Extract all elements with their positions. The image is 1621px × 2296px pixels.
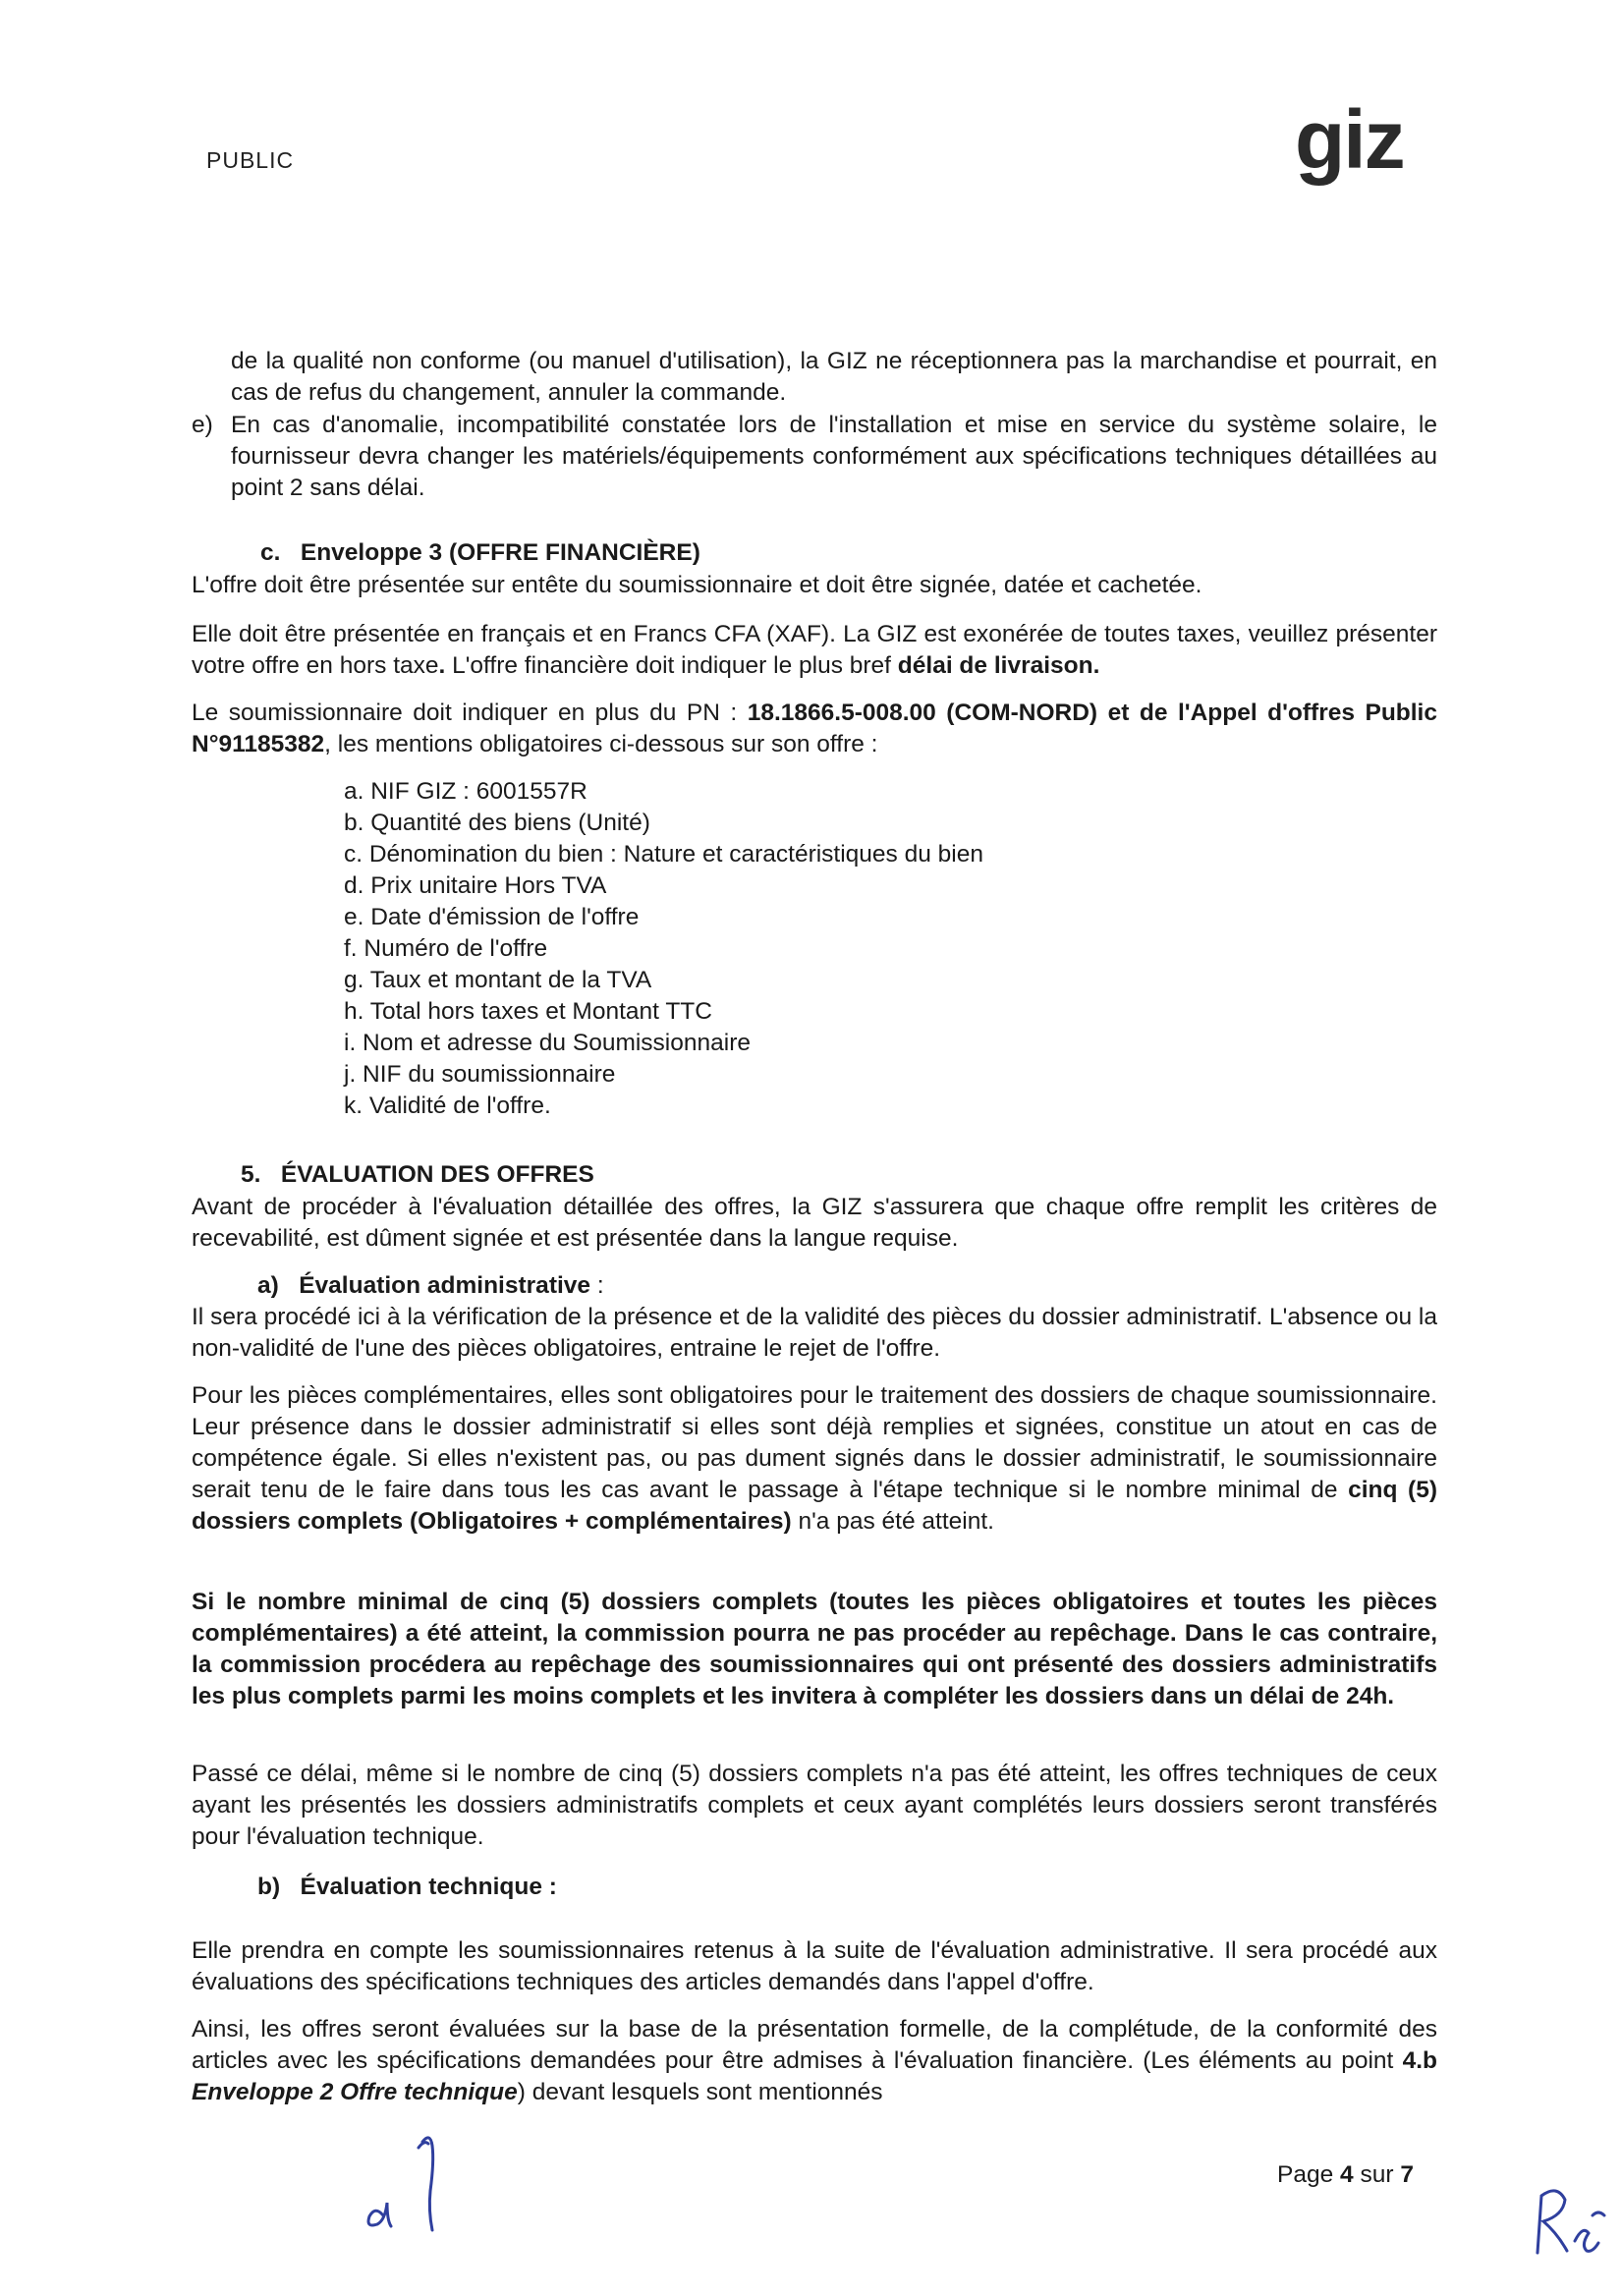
text-span: Ainsi, les offres seront évaluées sur la base de la présentation formelle, de la complétude, de la conformité des articles avec les spécifications demandées pour être admises à l'évaluation financière. (Les éléments au point [192, 2016, 1437, 2074]
text-span: . [1092, 652, 1100, 679]
tender-reference: 18.1866.5-008.00 (COM-NORD) et de l'Appel d'offres Public N°91185382 [192, 700, 1437, 757]
list-item-e [192, 410, 1437, 504]
list-item: h. Total hors taxes et Montant TTC [344, 998, 712, 1025]
list-item: i. Nom et adresse du Soumissionnaire [344, 1030, 751, 1056]
sub-title: Évaluation technique : [300, 1874, 557, 1900]
list-marker: e) [192, 412, 213, 438]
tech-eval-heading [257, 1872, 557, 1903]
page-current: 4 [1340, 2161, 1354, 2188]
section5-intro: Avant de procéder à l'évaluation détaillée des offres, la GIZ s'assurera que chaque offre remplit les critères de recevabilité, est dûment signée et est présentée dans la langue requise. [192, 1194, 1437, 1252]
text-span: Elle doit être présentée en français et en Francs CFA (XAF). La GIZ est exonérée de toutes taxes, veuillez présenter votre offre en hors taxe [192, 621, 1437, 679]
list-item: j. NIF du soumissionnaire [344, 1061, 616, 1088]
list-item: d. Prix unitaire Hors TVA [344, 872, 607, 899]
section-title: ÉVALUATION DES OFFRES [280, 1161, 594, 1188]
list-item: c. Dénomination du bien : Nature et caractéristiques du bien [344, 841, 983, 868]
page-prefix: Page [1277, 2161, 1341, 2188]
admin-eval-heading [257, 1270, 604, 1302]
envelope3-paragraph-3 [192, 698, 1437, 760]
list-item: a. NIF GIZ : 6001557R [344, 778, 587, 805]
heading-title: Enveloppe 3 (OFFRE FINANCIÈRE) [300, 539, 700, 566]
admin-eval-paragraph-4: Passé ce délai, même si le nombre de cinq (5) dossiers complets n'a pas été atteint, les offres techniques de ceux ayant les présentés les dossiers administratifs complets et ceux ayant complétés leurs dossiers seront transférés pour l'évaluation technique. [192, 1761, 1437, 1850]
tech-eval-paragraph-1: Elle prendra en compte les soumissionnaires retenus à la suite de l'évaluation administrative. Il sera procédé aux évaluations des spécifications techniques des articles demandés dans l'appel d'offre. [192, 1937, 1437, 1995]
envelope3-heading [260, 537, 700, 569]
classification-label: PUBLIC [206, 147, 295, 173]
section5-heading [241, 1159, 594, 1191]
complete-files-text: cinq (5) dossiers complets (Obligatoires + complémentaires) [192, 1477, 1437, 1535]
page-mid: sur [1353, 2161, 1401, 2188]
envelope3-paragraph-1: L'offre doit être présentée sur entête du soumissionnaire et doit être signée, datée et cachetée. [192, 572, 1202, 598]
text-span: Pour les pièces complémentaires, elles sont obligatoires pour le traitement des dossiers de chaque soumissionnaire. Leur présence dans le dossier administratif si elles sont déjà remplies et signées, constitue un atout en cas de compétence égale. Si elles n'existent pas, ou pas dument signés dans le dossier administratif, le soumissionnaire serait tenu de le faire dans tous les cas avant le passage à l'étape technique si le nombre minimal de [192, 1382, 1437, 1503]
list-item: b. Quantité des biens (Unité) [344, 810, 650, 836]
handwritten-initials-left [354, 2122, 472, 2240]
text-span: , les mentions obligatoires ci-dessous sur son offre : [324, 731, 878, 757]
list-item: e. Date d'émission de l'offre [344, 904, 640, 930]
text-span: . [438, 652, 446, 679]
text-span: ) devant lesquels sont mentionnés [517, 2079, 883, 2105]
heading-marker: c. [260, 539, 281, 566]
section-number: 5. [241, 1161, 261, 1188]
text-span: L'offre financière doit indiquer le plus bref [445, 652, 898, 679]
admin-eval-paragraph-3: Si le nombre minimal de cinq (5) dossiers complets (toutes les pièces obligatoires et toutes les pièces complémentaires) a été atteint, la commission pourra ne pas procéder au repêchage. Dans le cas contraire, la commission procédera au repêchage des soumissionnaires qui ont présenté des dossiers administratifs les plus complets parmi les moins complets et les invitera à compléter les dossiers dans un délai de 24h. [192, 1589, 1437, 1709]
sub-marker: a) [257, 1272, 279, 1299]
text-span: Le soumissionnaire doit indiquer en plus du PN : [192, 700, 748, 726]
mandatory-mentions-list [344, 776, 983, 1122]
text-span: n'a pas été atteint. [791, 1508, 994, 1535]
sub-marker: b) [257, 1874, 281, 1900]
page-total: 7 [1400, 2161, 1414, 2188]
section-reference: 4.b [1402, 2047, 1437, 2074]
list-item: f. Numéro de l'offre [344, 935, 548, 962]
handwritten-initials-right [1528, 2176, 1616, 2265]
list-item: k. Validité de l'offre. [344, 1092, 551, 1119]
delivery-deadline-text: délai de livraison [897, 652, 1093, 679]
page-number [1277, 2161, 1414, 2189]
giz-logo: giz [1295, 93, 1404, 186]
list-item-text: En cas d'anomalie, incompatibilité constatée lors de l'installation et mise en service du système solaire, le fournisseur devra changer les matériels/équipements conformément aux spécifications techniques détaillées au point 2 sans délai. [231, 412, 1437, 501]
list-item: g. Taux et montant de la TVA [344, 967, 652, 993]
envelope-reference: Enveloppe 2 Offre technique [192, 2079, 518, 2105]
sub-title-suffix: : [590, 1272, 604, 1299]
tech-eval-paragraph-2 [192, 2014, 1437, 2108]
admin-eval-paragraph-1: Il sera procédé ici à la vérification de la présence et de la validité des pièces du dossier administratif. L'absence ou la non-validité de l'une des pièces obligatoires, entraine le rejet de l'offre. [192, 1304, 1437, 1362]
sub-title: Évaluation administrative [299, 1272, 591, 1299]
envelope3-paragraph-2 [192, 619, 1437, 682]
continuation-paragraph: de la qualité non conforme (ou manuel d'utilisation), la GIZ ne réceptionnera pas la marchandise et pourrait, en cas de refus du changement, annuler la commande. [231, 348, 1437, 406]
admin-eval-paragraph-2 [192, 1380, 1437, 1538]
